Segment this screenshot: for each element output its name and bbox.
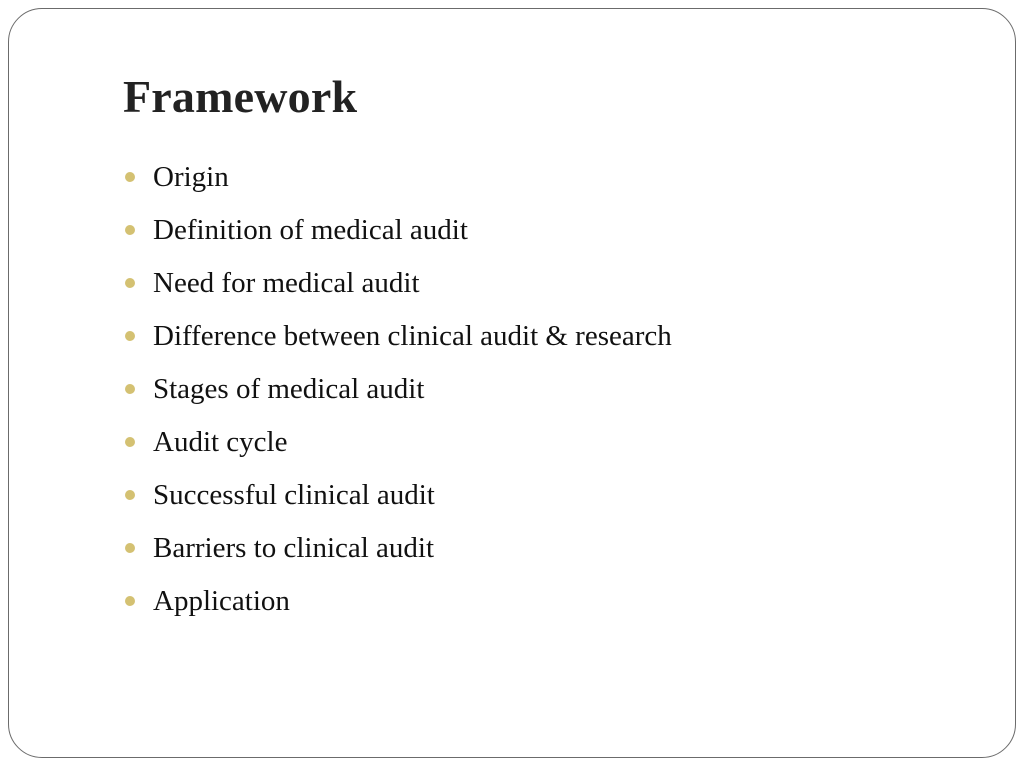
bullet-text: Application: [153, 585, 290, 617]
bullet-dot-icon: [125, 225, 135, 235]
bullet-text: Stages of medical audit: [153, 373, 425, 405]
bullet-text: Successful clinical audit: [153, 479, 435, 511]
bullet-dot-icon: [125, 543, 135, 553]
bullet-dot-icon: [125, 490, 135, 500]
bullet-dot-icon: [125, 596, 135, 606]
bullet-dot-icon: [125, 278, 135, 288]
bullet-dot-icon: [125, 437, 135, 447]
bullet-dot-icon: [125, 331, 135, 341]
bullet-dot-icon: [125, 172, 135, 182]
bullet-text: Need for medical audit: [153, 267, 420, 299]
bullet-text: Barriers to clinical audit: [153, 532, 435, 564]
slide-title: Framework: [123, 71, 358, 122]
bullet-text: Audit cycle: [153, 426, 288, 458]
bullet-text: Definition of medical audit: [153, 214, 468, 246]
bullet-text: Origin: [153, 161, 229, 193]
bullet-dot-icon: [125, 384, 135, 394]
bullet-text: Difference between clinical audit & research: [153, 320, 672, 352]
slide-frame: [8, 8, 1016, 758]
